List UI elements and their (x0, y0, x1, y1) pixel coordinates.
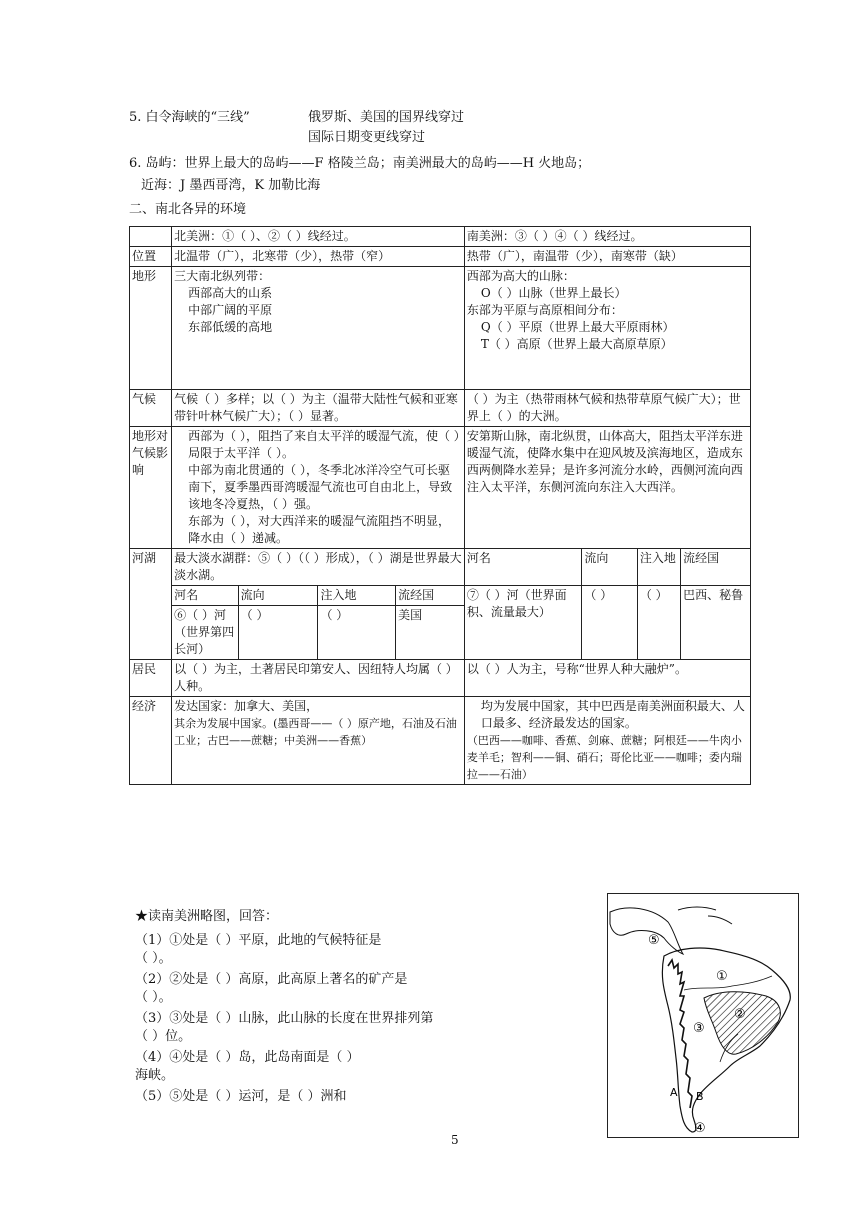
cell-na-terrain (172, 267, 465, 390)
na-terrain-east: 东部低缓的高地 (188, 320, 273, 334)
cell-na-climate: 气候（ ）多样；以（ ）为主（温带大陆性气候和亚寒带针叶林气候广大）；（ ）显著。 (172, 390, 465, 427)
q4-line-b: 海峡。 (135, 1068, 175, 1083)
sa-terrain-o: O（ ）山脉（世界上最长） (480, 286, 627, 300)
q3-line-b: （ ）位。 (135, 1029, 192, 1044)
row-population (130, 660, 751, 697)
sa-econ-products: （巴西——咖啡、香蕉、剑麻、蔗糖；阿根廷——牛肉小麦羊毛；智利——铜、硝石；哥伦比亚——咖啡；委内瑞拉——石油） (466, 734, 742, 781)
item-5-line-a: 俄罗斯、美国的国界线穿过 (308, 110, 465, 125)
q2-line-b: （ ）。 (135, 990, 172, 1005)
amazon-river (684, 976, 772, 990)
na-river-name: ⑥（ ）河（世界第四长河） (172, 606, 239, 660)
map-label-a: A (670, 1086, 678, 1099)
central-america-outline (610, 908, 683, 954)
q3-line-a: （3）③处是（ ）山脉，此山脉的长度在世界排列第 (135, 1011, 434, 1026)
na-tc-middle: 中部为南北贯通的（ ），冬季北冰洋冷空气可长驱南下，夏季墨西哥湾暖湿气流也可自由北上，导致该地冬冷夏热，（ ）强。 (188, 463, 453, 511)
caribbean-islands (678, 907, 732, 924)
q5-line-a: （5）⑤处是（ ）运河，是（ ）洲和 (135, 1089, 347, 1104)
sa-head-thru: 流经国 (681, 549, 751, 586)
sa-terrain-q: Q（ ）平原（世界上最大平原雨林） (480, 320, 675, 334)
sa-terrain-t: T（ ）高原（世界上最大高原草原） (480, 337, 673, 351)
row-rivers-na-head (130, 586, 751, 606)
na-head-into: 注入地 (318, 586, 396, 606)
q1-line-b: （ ）。 (135, 951, 172, 966)
map-label-5: ⑤ (648, 933, 660, 948)
map-label-2: ② (734, 1007, 746, 1022)
page-number: 5 (451, 1133, 459, 1147)
sa-head-into: 注入地 (637, 549, 680, 586)
na-terrain-west: 西部高大的山系 (188, 286, 273, 300)
label-climate: 气候 (130, 390, 172, 427)
item-5-line-b: 国际日期变更线穿过 (308, 130, 426, 145)
cell-sa-economy (464, 697, 750, 785)
label-rivers: 河湖 (130, 549, 172, 660)
na-terrain-intro: 三大南北纵列带： (174, 269, 271, 283)
row-lines (130, 227, 751, 247)
map-label-3: ③ (693, 1021, 705, 1036)
comparison-table (129, 226, 751, 785)
na-river-into: （ ） (318, 606, 396, 660)
sa-river-thru: 巴西、秘鲁 (681, 586, 751, 660)
row-economy (130, 697, 751, 785)
cell-sa-population: 以（ ）人为主，号称“世界人种大融炉”。 (464, 660, 750, 697)
na-terrain-middle: 中部广阔的平原 (188, 303, 273, 317)
cell-na-lines: 北美洲：①（ ）、②（ ）线经过。 (172, 227, 465, 247)
sa-head-flow: 流向 (582, 549, 637, 586)
south-america-map (607, 893, 799, 1138)
cell-na-lakes: 最大淡水湖群：⑤（ ）（（ ）形成），（ ）湖是世界最大淡水湖。 (172, 549, 465, 586)
sa-river-flow: （ ） (582, 586, 637, 660)
na-head-flow: 流向 (238, 586, 318, 606)
cell-na-economy (172, 697, 465, 785)
item-6-seas: 近海：J 墨西哥湾，K 加勒比海 (141, 178, 321, 193)
sa-head-river: 河名 (464, 549, 582, 586)
cell-na-terrain-climate (172, 427, 465, 549)
cell-sa-location: 热带（广），南温带（少），南寒带（缺） (464, 247, 750, 267)
na-tc-east: 东部为（ ），对大西洋来的暖湿气流阻挡不明显，降水由（ ）递减。 (188, 514, 450, 545)
na-head-river: 河名 (172, 586, 239, 606)
cell-sa-terrain-climate: 安第斯山脉，南北纵贯，山体高大，阻挡太平洋东进暖湿气流，使降水集中在迎风坡及滨海地区，造成东西两侧降水差异；是许多河流分水岭，西侧河流向西注入太平洋，东侧河流向东注入大西洋。 (464, 427, 750, 549)
row-location (130, 247, 751, 267)
row-rivers-head (130, 549, 751, 586)
row-terrain-climate (130, 427, 751, 549)
label-population: 居民 (130, 660, 172, 697)
map-label-4: ④ (694, 1121, 706, 1136)
label-terrain-climate: 地形对气候影响 (130, 427, 172, 549)
na-econ-others: 其余为发展中国家。(墨西哥——（ ）原产地，石油及石油工业；古巴——蔗糖；中美洲——香蕉） (174, 717, 457, 747)
label-terrain: 地形 (130, 267, 172, 390)
cell-sa-lines: 南美洲：③（ ）④（ ）线经过。 (464, 227, 750, 247)
map-label-b: B (696, 1090, 704, 1103)
row-climate (130, 390, 751, 427)
cell-sa-terrain (464, 267, 750, 390)
map-drawing (608, 894, 798, 1137)
sa-river-into: （ ） (637, 586, 680, 660)
cell-na-location: 北温带（广），北寒带（少），热带（窄） (172, 247, 465, 267)
q1-line-a: （1）①处是（ ）平原，此地的气候特征是 (135, 933, 382, 948)
sa-river-name: ⑦（ ）河（世界面积、流量最大） (464, 586, 582, 660)
row-terrain (130, 267, 751, 390)
sa-terrain-west: 西部为高大的山脉： (466, 269, 575, 283)
sa-econ-intro: 均为发展中国家，其中巴西是南美洲面积最大、人口最多、经济最发达的国家。 (480, 699, 745, 730)
na-head-thru: 流经国 (396, 586, 465, 606)
label-location: 位置 (130, 247, 172, 267)
questions-title: ★读南美洲略图，回答： (135, 909, 279, 924)
q2-line-a: （2）②处是（ ）高原，此高原上著名的矿产是 (135, 972, 408, 987)
cell-empty (130, 227, 172, 247)
q4-line-a: （4）④处是（ ）岛，此岛南面是（ ） (135, 1050, 360, 1065)
item-5-title: 5. 白令海峡的“三线” (129, 110, 250, 125)
na-econ-developed: 发达国家：加拿大、美国， (174, 699, 319, 713)
sa-terrain-east: 东部为平原与高原相间分布： (466, 303, 623, 317)
na-river-thru: 美国 (396, 606, 465, 660)
hatched-plateau-region (704, 992, 780, 1054)
na-tc-west: 西部为（ ），阻挡了来自太平洋的暖湿气流，使（ ）局限于太平洋（ ）。 (188, 429, 460, 460)
na-river-flow: （ ） (238, 606, 318, 660)
item-6-islands: 6. 岛屿：世界上最大的岛屿——F 格陵兰岛；南美洲最大的岛屿——H 火地岛； (129, 156, 591, 171)
cell-na-population: 以（ ）为主，土著居民印第安人、因纽特人均属（ ）人种。 (172, 660, 465, 697)
label-economy: 经济 (130, 697, 172, 785)
cell-sa-climate: （ ）为主（热带雨林气候和热带草原气候广大）；世界上（ ）的大洲。 (464, 390, 750, 427)
section-2-heading: 二、南北各异的环境 (129, 202, 247, 217)
map-label-1: ① (716, 969, 728, 984)
